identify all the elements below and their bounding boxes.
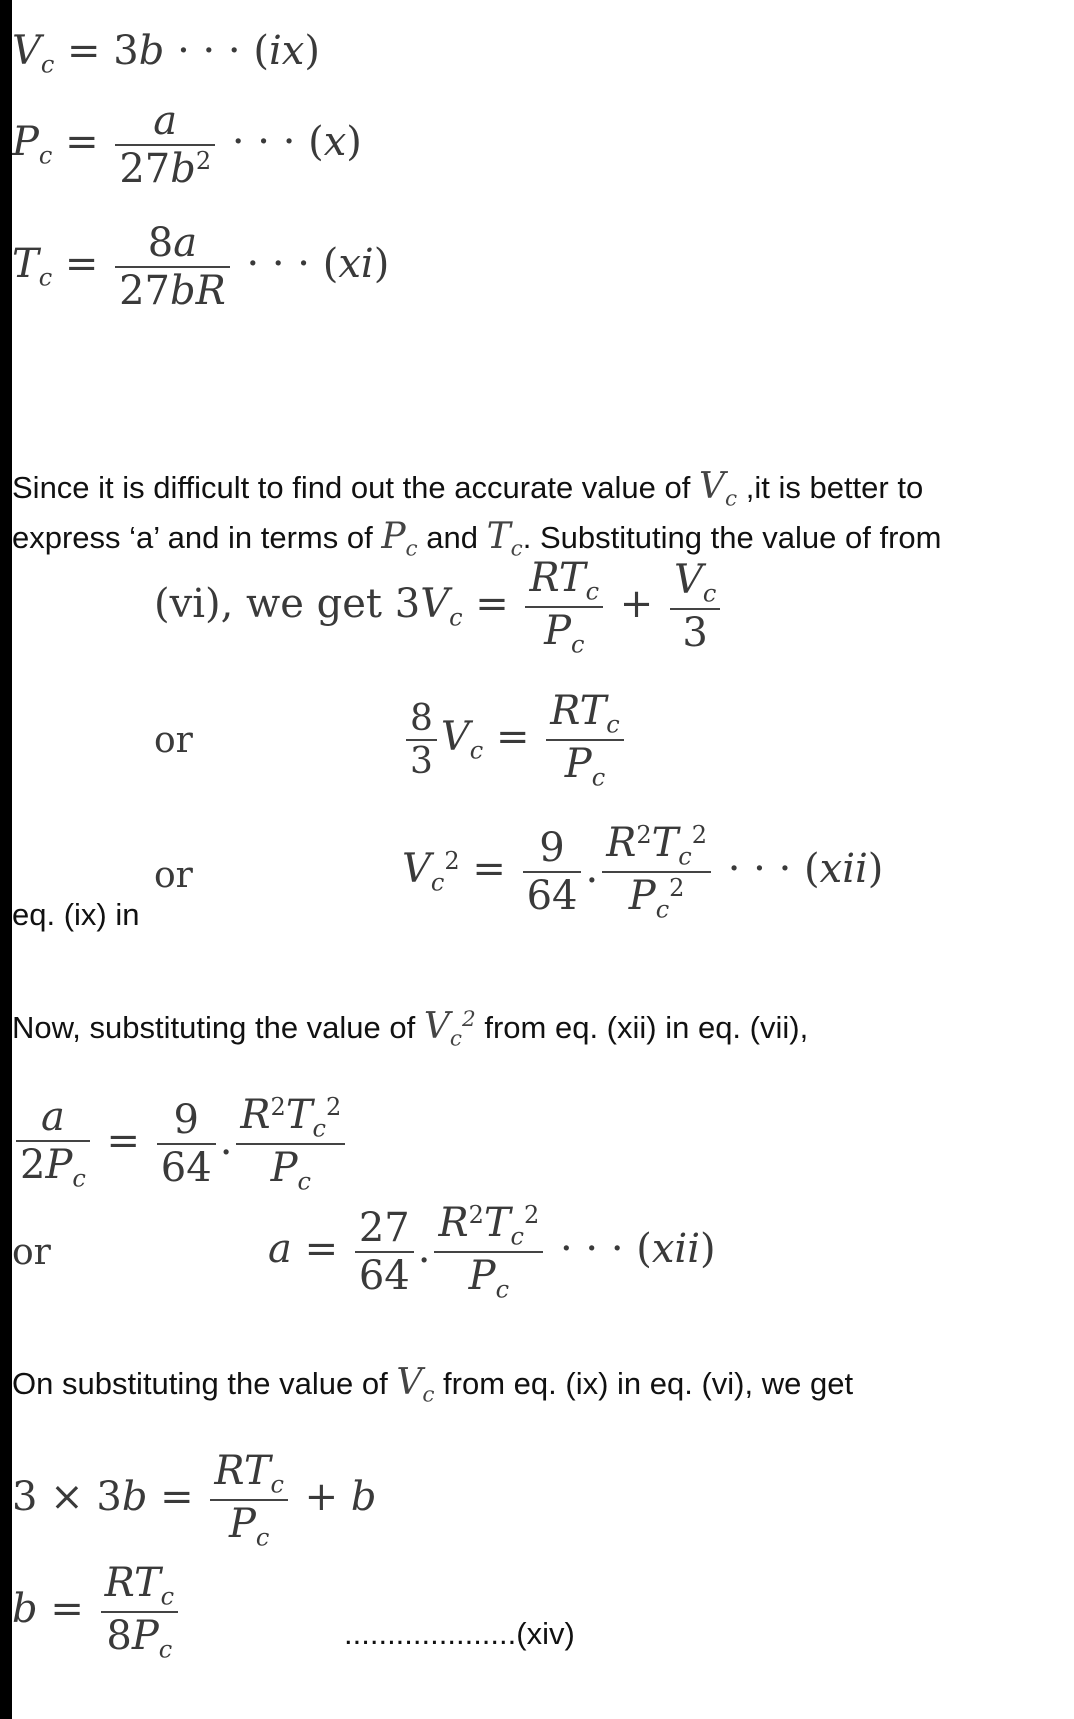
- word-or: or: [154, 855, 193, 896]
- fraction: $\frac{9}{64}$: [523, 825, 582, 919]
- document-page: [12, 0, 1074, 1719]
- eq-label-xiv: ....................(xiv): [344, 1616, 575, 1651]
- word-or: or: [12, 1232, 51, 1273]
- text: Now, substituting the value of: [12, 1010, 416, 1045]
- fraction: $\frac{8a}{27bR}$: [115, 220, 230, 314]
- equation-vc2: $V_c^2$ = $\frac{9}{64}$ . $\frac{R^2T_c^2}{P_c^2}$ · · · (xii): [402, 820, 884, 924]
- text-eq-ix-in: eq. (ix) in: [12, 897, 140, 932]
- word-or: or: [154, 720, 193, 761]
- fraction: $\frac{R^2T_c^2}{P_c}$: [236, 1092, 345, 1196]
- fraction: $\frac{RT_c}{8P_c}$: [101, 1560, 179, 1664]
- text: from eq. (ix) in eq. (vi), we get: [443, 1366, 854, 1401]
- fraction: $\frac{RT_c}{P_c}$: [210, 1448, 288, 1552]
- text: . Substituting the value of from: [522, 520, 942, 555]
- equation-3vc: (vi), we get $3V_c$ = $\frac{RT_c}{P_c}$ + $\frac{V_c}{3}$: [154, 555, 724, 659]
- eq-label-ix: (ix): [253, 28, 320, 74]
- text: from eq. (xii) in eq. (vii),: [484, 1010, 809, 1045]
- text: On substituting the value of: [12, 1366, 388, 1401]
- math-pc: $P_c$: [381, 516, 418, 562]
- equation-b: b = $\frac{RT_c}{8P_c}$: [12, 1560, 182, 1664]
- paragraph-line: [12, 466, 923, 512]
- equation-a-2pc: $\frac{a}{2P_c}$ = $\frac{9}{64}$ . $\frac{R^2T_c^2}{P_c}$: [12, 1092, 349, 1196]
- fraction: $\frac{27}{64}$: [355, 1205, 414, 1299]
- equation-tc: $T_c$ = $\frac{8a}{27bR}$ · · · (xi): [12, 220, 390, 314]
- math-vc2: $V_c^2$: [423, 1006, 476, 1052]
- equation-pc: $P_c$ = $\frac{a}{27b^2}$ · · · (x): [12, 98, 362, 192]
- math-tc: $T_c$: [486, 516, 523, 562]
- text: express ‘a’ and in terms of: [12, 520, 373, 555]
- text: and: [426, 520, 479, 555]
- equation-a: a = $\frac{27}{64}$ . $\frac{R^2T_c^2}{P_c}$ · · · (xii): [268, 1200, 716, 1304]
- fraction: $\frac{R^2T_c^2}{P_c^2}$: [602, 820, 711, 924]
- fraction: $\frac{a}{27b^2}$: [115, 98, 215, 192]
- fraction: $\frac{R^2T_c^2}{P_c}$: [434, 1200, 543, 1304]
- text: (vi), we get: [154, 580, 383, 627]
- fraction: $\frac{RT_c}{P_c}$: [525, 555, 603, 659]
- equation-8-3-vc: $\frac{8}{3}$ $V_c$ = $\frac{RT_c}{P_c}$: [402, 688, 628, 792]
- equation-vc: $V_c = 3b$ · · · (ix): [12, 28, 320, 79]
- fraction: $\frac{a}{2P_c}$: [16, 1094, 90, 1193]
- fraction: $\frac{9}{64}$: [157, 1097, 216, 1191]
- fraction: $\frac{RT_c}{P_c}$: [546, 688, 624, 792]
- text: Since it is difficult to find out the accurate value of: [12, 470, 691, 505]
- math-vc: $V_c$: [699, 466, 738, 512]
- fraction: $\frac{8}{3}$: [406, 698, 437, 783]
- paragraph-line: [12, 1362, 853, 1408]
- fraction: $\frac{V_c}{3}$: [670, 557, 720, 656]
- text: ,it is better to: [745, 470, 924, 505]
- equation-3x3b: 3 × 3b = $\frac{RT_c}{P_c}$ + b: [12, 1448, 377, 1552]
- math-vc: $V_c$: [396, 1362, 435, 1408]
- paragraph-line: [12, 1006, 808, 1052]
